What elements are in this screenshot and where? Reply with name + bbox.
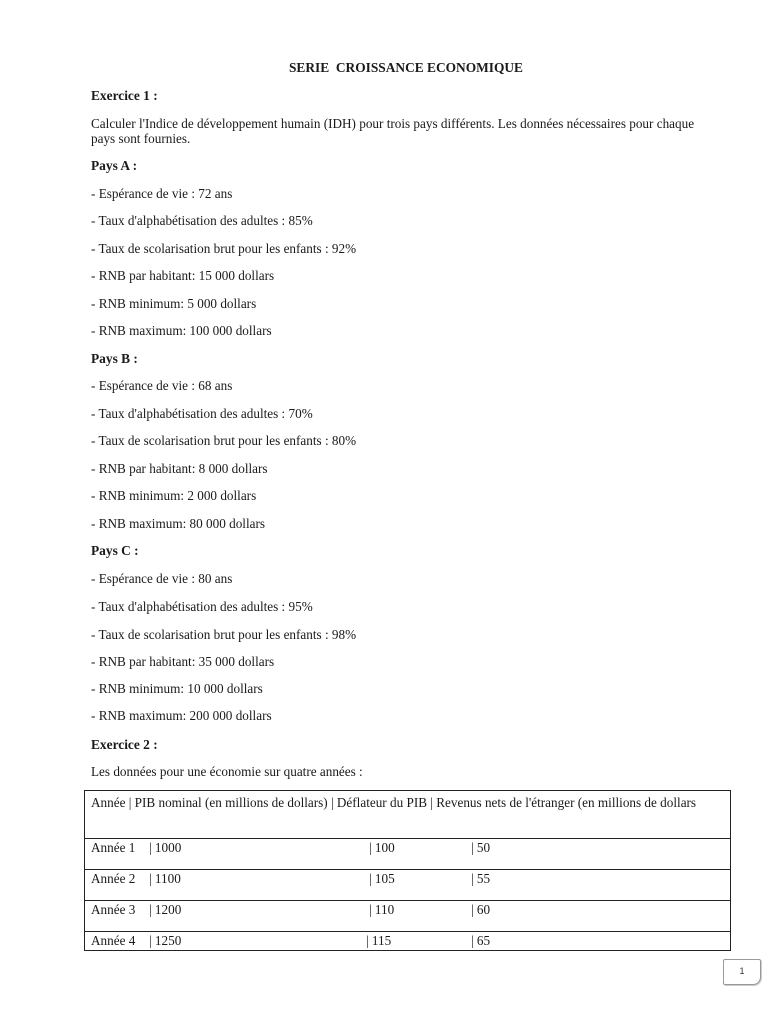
table-cell-net-income: | 55 <box>471 871 491 886</box>
country-b-item: - Espérance de vie : 68 ans <box>91 378 233 393</box>
country-b-item: - RNB maximum: 80 000 dollars <box>91 516 265 531</box>
country-c-heading: Pays C : <box>91 543 139 558</box>
table-cell-year: Année 3 <box>91 902 136 917</box>
data-table <box>84 790 731 951</box>
country-c-item: - Taux de scolarisation brut pour les enfants : 98% <box>91 627 357 642</box>
exercise-1-intro: Calculer l'Indice de développement humain (IDH) pour trois pays différents. Les données nécessaires pour chaque pays sont fournies. <box>91 116 695 146</box>
table-header-row <box>85 791 730 839</box>
table-cell-nominal-gdp: | 1100 <box>149 871 181 886</box>
country-a-item: - Espérance de vie : 72 ans <box>91 186 233 201</box>
country-c-item: - Taux d'alphabétisation des adultes : 95% <box>91 599 313 614</box>
country-c-item: - RNB maximum: 200 000 dollars <box>91 708 272 723</box>
table-cell-nominal-gdp: | 1000 <box>149 840 182 855</box>
exercise-2-heading: Exercice 2 : <box>91 737 158 752</box>
table-cell-nominal-gdp: | 1250 <box>149 933 182 948</box>
table-cell-year: Année 1 <box>91 840 136 855</box>
table-cell-net-income: | 50 <box>471 840 491 855</box>
country-b-item: - Taux de scolarisation brut pour les enfants : 80% <box>91 433 357 448</box>
table-header-text: Année | PIB nominal (en millions de dollars) | Déflateur du PIB | Revenus nets de l'étranger (en millions de dollars <box>91 795 697 810</box>
country-a-item: - RNB maximum: 100 000 dollars <box>91 323 272 338</box>
country-a-item: - RNB minimum: 5 000 dollars <box>91 296 257 311</box>
page-number-badge: 1 <box>723 959 761 985</box>
table-cell-nominal-gdp: | 1200 <box>149 902 182 917</box>
table-cell-deflator: | 105 <box>369 871 395 886</box>
table-cell-net-income: | 60 <box>471 902 491 917</box>
table-cell-deflator: | 110 <box>369 902 395 917</box>
table-cell-deflator: | 100 <box>369 840 395 855</box>
table-row <box>85 870 730 901</box>
exercise-2-intro: Les données pour une économie sur quatre années : <box>91 764 363 779</box>
table-cell-year: Année 4 <box>91 933 136 948</box>
country-a-item: - Taux de scolarisation brut pour les enfants : 92% <box>91 241 357 256</box>
country-a-heading: Pays A : <box>91 158 138 173</box>
country-b-item: - RNB par habitant: 8 000 dollars <box>91 461 268 476</box>
country-a-item: - Taux d'alphabétisation des adultes : 85% <box>91 213 313 228</box>
exercise-1-heading: Exercice 1 : <box>91 88 158 103</box>
table-cell-net-income: | 65 <box>471 933 491 948</box>
table-row <box>85 932 730 951</box>
table-row <box>85 901 730 932</box>
country-a-item: - RNB par habitant: 15 000 dollars <box>91 268 275 283</box>
country-b-item: - Taux d'alphabétisation des adultes : 70% <box>91 406 313 421</box>
country-c-item: - RNB par habitant: 35 000 dollars <box>91 654 275 669</box>
table-cell-year: Année 2 <box>91 871 136 886</box>
table-row <box>85 839 730 870</box>
country-c-item: - RNB minimum: 10 000 dollars <box>91 681 263 696</box>
country-b-heading: Pays B : <box>91 351 138 366</box>
document-title: SERIE CROISSANCE ECONOMIQUE <box>288 60 523 75</box>
table-cell-deflator: | 115 <box>366 933 392 948</box>
country-c-item: - Espérance de vie : 80 ans <box>91 571 233 586</box>
country-b-item: - RNB minimum: 2 000 dollars <box>91 488 257 503</box>
